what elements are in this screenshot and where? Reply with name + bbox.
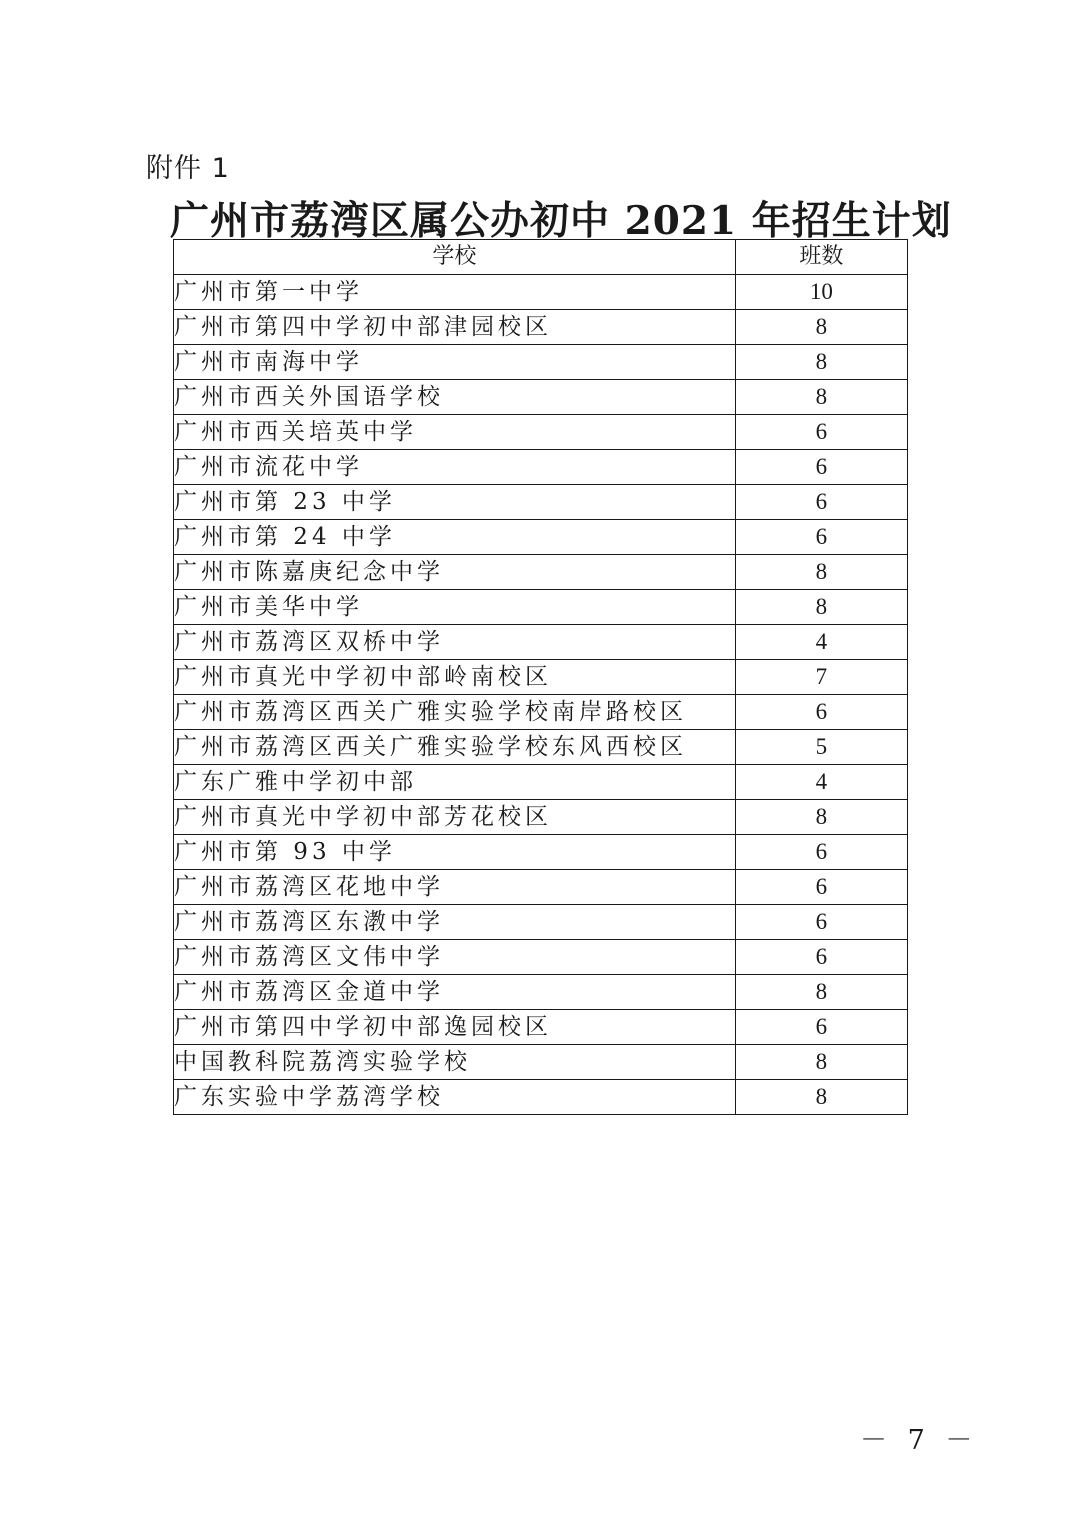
classes-cell: 8: [735, 975, 907, 1010]
school-cell: 广州市荔湾区金道中学: [174, 975, 736, 1010]
school-cell: 广州市第一中学: [174, 275, 736, 310]
table-row: [174, 905, 908, 940]
table-row: [174, 940, 908, 975]
school-cell: 广州市荔湾区文伟中学: [174, 940, 736, 975]
school-cell: 广东广雅中学初中部: [174, 765, 736, 800]
table-row: [174, 695, 908, 730]
school-cell: 广州市真光中学初中部芳花校区: [174, 800, 736, 835]
classes-cell: 6: [735, 835, 907, 870]
school-cell: 广州市陈嘉庚纪念中学: [174, 555, 736, 590]
header-classes: 班数: [735, 240, 907, 275]
school-cell: 广州市第 24 中学: [174, 520, 736, 555]
school-cell: 广州市流花中学: [174, 450, 736, 485]
school-cell: 广州市荔湾区西关广雅实验学校东风西校区: [174, 730, 736, 765]
table-row: [174, 1010, 908, 1045]
classes-cell: 6: [735, 450, 907, 485]
school-cell: 广州市西关培英中学: [174, 415, 736, 450]
header-school: 学校: [174, 240, 736, 275]
table-body: [174, 275, 908, 1115]
school-cell: 中国教科院荔湾实验学校: [174, 1045, 736, 1080]
classes-cell: 8: [735, 1080, 907, 1115]
table-row: [174, 415, 908, 450]
classes-cell: 6: [735, 1010, 907, 1045]
classes-cell: 8: [735, 380, 907, 415]
classes-cell: 10: [735, 275, 907, 310]
classes-cell: 4: [735, 625, 907, 660]
classes-cell: 6: [735, 870, 907, 905]
classes-cell: 6: [735, 695, 907, 730]
classes-cell: 5: [735, 730, 907, 765]
school-cell: 广州市荔湾区花地中学: [174, 870, 736, 905]
table-row: [174, 590, 908, 625]
school-cell: 广州市南海中学: [174, 345, 736, 380]
school-cell: 广东实验中学荔湾学校: [174, 1080, 736, 1115]
classes-cell: 8: [735, 555, 907, 590]
table-row: [174, 555, 908, 590]
attachment-label: 附件 1: [146, 153, 230, 184]
table-row: [174, 275, 908, 310]
enrollment-plan-table: [173, 239, 908, 1115]
table-row: [174, 800, 908, 835]
school-cell: 广州市第四中学初中部逸园校区: [174, 1010, 736, 1045]
document-title: 广州市荔湾区属公办初中 2021 年招生计划: [170, 198, 952, 244]
table-header-row: [174, 240, 908, 275]
school-cell: 广州市第 93 中学: [174, 835, 736, 870]
classes-cell: 4: [735, 765, 907, 800]
classes-cell: 8: [735, 800, 907, 835]
table-row: [174, 1080, 908, 1115]
page-number: － 7 －: [860, 1425, 979, 1456]
table-row: [174, 660, 908, 695]
table-row: [174, 520, 908, 555]
school-cell: 广州市第 23 中学: [174, 485, 736, 520]
school-cell: 广州市西关外国语学校: [174, 380, 736, 415]
school-cell: 广州市荔湾区西关广雅实验学校南岸路校区: [174, 695, 736, 730]
table-row: [174, 975, 908, 1010]
classes-cell: 8: [735, 345, 907, 380]
table-row: [174, 485, 908, 520]
table-row: [174, 870, 908, 905]
table-row: [174, 625, 908, 660]
table-row: [174, 730, 908, 765]
classes-cell: 8: [735, 1045, 907, 1080]
table-row: [174, 345, 908, 380]
table-row: [174, 310, 908, 345]
classes-cell: 6: [735, 940, 907, 975]
table-row: [174, 380, 908, 415]
classes-cell: 6: [735, 485, 907, 520]
school-cell: 广州市第四中学初中部津园校区: [174, 310, 736, 345]
table-row: [174, 835, 908, 870]
table-row: [174, 765, 908, 800]
classes-cell: 6: [735, 520, 907, 555]
table-row: [174, 450, 908, 485]
classes-cell: 6: [735, 415, 907, 450]
classes-cell: 6: [735, 905, 907, 940]
classes-cell: 8: [735, 310, 907, 345]
school-cell: 广州市真光中学初中部岭南校区: [174, 660, 736, 695]
school-cell: 广州市美华中学: [174, 590, 736, 625]
school-cell: 广州市荔湾区东漖中学: [174, 905, 736, 940]
classes-cell: 7: [735, 660, 907, 695]
table-row: [174, 1045, 908, 1080]
school-cell: 广州市荔湾区双桥中学: [174, 625, 736, 660]
classes-cell: 8: [735, 590, 907, 625]
